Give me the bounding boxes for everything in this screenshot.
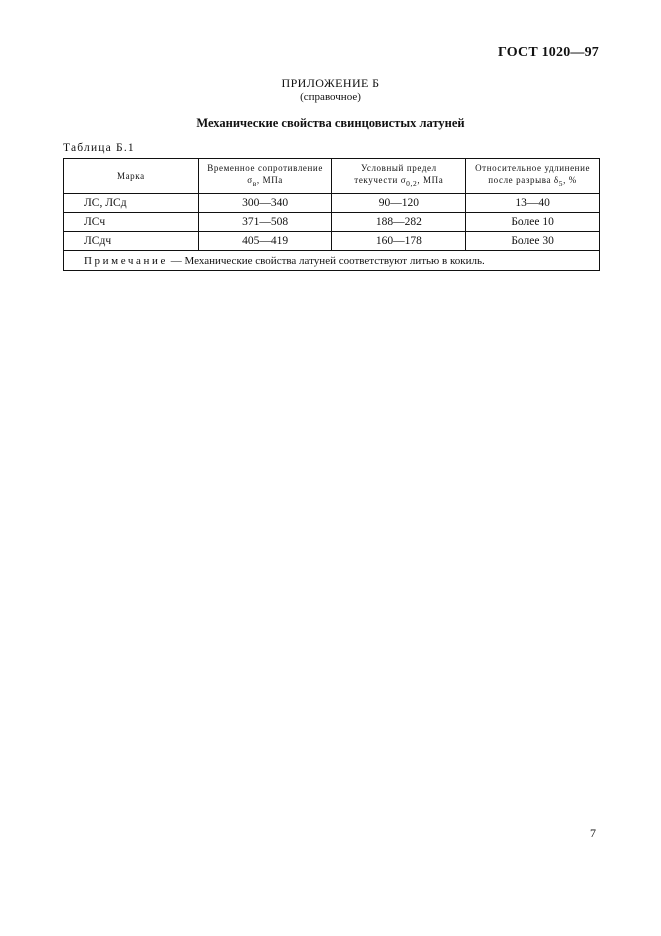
section-heading: Механические свойства свинцовистых латуней (196, 116, 465, 130)
column-header-tensile-strength: Временное сопротивление $\sigma_в$, МПа (198, 159, 332, 194)
cell-yield: 90—120 (332, 194, 466, 213)
table-label: Таблица Б.1 (63, 142, 135, 154)
cell-elongation: 13—40 (466, 194, 600, 213)
appendix-subtitle: (справочное) (300, 91, 361, 103)
cell-grade: ЛС, ЛСд (64, 194, 199, 213)
cell-elongation: Более 10 (466, 213, 600, 232)
cell-tensile: 371—508 (198, 213, 332, 232)
cell-yield: 160—178 (332, 232, 466, 251)
sigma-02-symbol: $\sigma_{0,2}$ (400, 175, 418, 188)
table-row (64, 194, 600, 213)
cell-elongation: Более 30 (466, 232, 600, 251)
table-row (64, 213, 600, 232)
properties-table (63, 158, 600, 271)
cell-yield: 188—282 (332, 213, 466, 232)
page-number: 7 (590, 826, 596, 840)
cell-tensile: 405—419 (198, 232, 332, 251)
column-header-elongation: Относительное удлинение после разрыва $\delta_5$, % (466, 159, 600, 194)
column-header-yield-strength: Условный предел текучести $\sigma_{0,2}$, МПа (332, 159, 466, 194)
cell-tensile: 300—340 (198, 194, 332, 213)
cell-grade: ЛСдч (64, 232, 199, 251)
table-note-row (64, 251, 600, 271)
sigma-b-symbol: $\sigma_в$ (247, 175, 257, 188)
appendix-header (0, 76, 661, 104)
note-text: — Механические свойства латуней соответствуют литью в кокиль. (167, 254, 485, 267)
document-code: ГОСТ 1020—97 (498, 45, 599, 60)
delta-5-symbol: $\delta_5$ (553, 175, 564, 188)
table-row (64, 232, 600, 251)
cell-grade: ЛСч (64, 213, 199, 232)
table-note (64, 251, 600, 271)
note-label: Примечание (84, 254, 168, 267)
column-header-grade: Марка (64, 159, 199, 194)
appendix-title: ПРИЛОЖЕНИЕ Б (281, 76, 380, 90)
table-header-row (64, 159, 600, 194)
